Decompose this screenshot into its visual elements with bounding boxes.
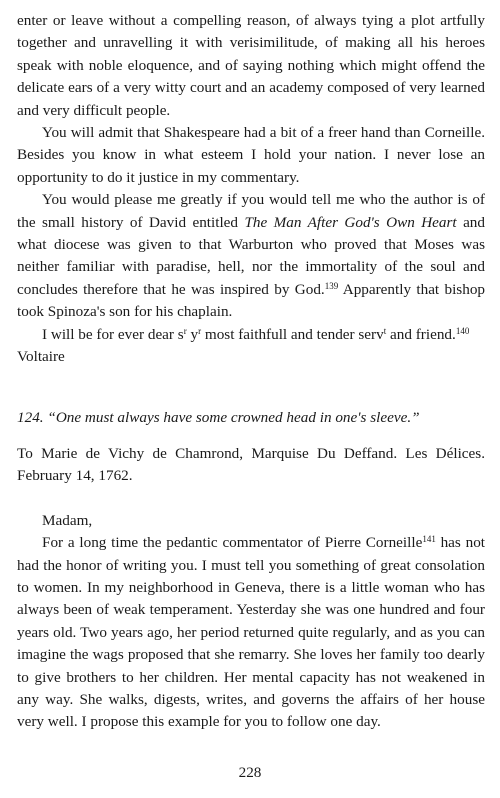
footnote-marker: 141 [422, 534, 436, 545]
letter-heading: 124. “One must always have some crowned head in one's sleeve.” [17, 408, 420, 426]
signature: Voltaire [17, 348, 65, 366]
paragraph-continuation: enter or leave without a compelling reason, of always tying a plot artfully together and unravelling it with verisimilitude, of making all his heroes speak with noble eloquence, and of saying nothing which might offend the delicate ears of a very witty court and an academy composed of very learned and very difficult people. [17, 12, 485, 119]
footnote-marker: 139 [324, 280, 339, 291]
paragraph-text-segment: Apparently that bishop took Spinoza's son for his chaplain. [17, 280, 486, 321]
superscript-abbrev: t [383, 325, 387, 336]
letter-body-segment: has not had the honor of writing you. I must tell you something of great consolation to women. In my neighborhood in Geneva, there is a little woman who has always been of weak temperament. Yesterday she was one hundred and four years old. Two years ago, her period returned quite regularly, and as you can imagine the wags proposed that she remarry. She loves her family too dearly to give brothers to her children. Her mental capacity has not weakened in any way. She walks, digests, writes, and governs the affairs of her house very well. I propose this example for you to follow one day. [17, 534, 486, 731]
letter-body [17, 532, 485, 734]
closing-text-segment: most faithfull and tender serv [201, 325, 384, 343]
closing-text-segment: y [186, 325, 199, 343]
letter-salutation: Madam, [42, 511, 93, 529]
paragraph-text-segment: You would please me greatly if you would tell me who the author is of the small history of David entitled [17, 191, 485, 231]
page-number: 228 [238, 764, 262, 781]
paragraph-shakespeare: You will admit that Shakespeare had a bit of a freer hand than Corneille. Besides you know in what esteem I hold your nation. I never lose an opportunity to do it justice in my commentary. [17, 124, 485, 186]
page-text [17, 10, 485, 734]
superscript-abbrev: r [183, 325, 187, 336]
letter-body-segment: For a long time the pedantic commentator of Pierre Corneille [42, 534, 423, 552]
letter-recipient: To Marie de Vichy de Chamrond, Marquise Du Deffand. Les Délices. February 14, 1762. [17, 444, 485, 485]
closing-line [17, 324, 485, 346]
paragraph-text-segment: and what diocese was given to that Warburton who proved that Moses was neither familiar with paradise, hell, nor the immortality of the soul and concludes therefore that he was inspired by God. [17, 213, 485, 298]
section-gap [17, 488, 485, 510]
paragraph-david-history [17, 189, 485, 323]
book-title: The Man After God's Own Heart [244, 213, 457, 231]
section-gap [17, 429, 485, 443]
section-gap [17, 369, 485, 407]
footnote-marker: 140 [455, 325, 470, 336]
closing-text-segment: I will be for ever dear s [42, 325, 184, 343]
closing-text-segment: and friend. [386, 325, 456, 343]
superscript-abbrev: r [198, 325, 202, 336]
